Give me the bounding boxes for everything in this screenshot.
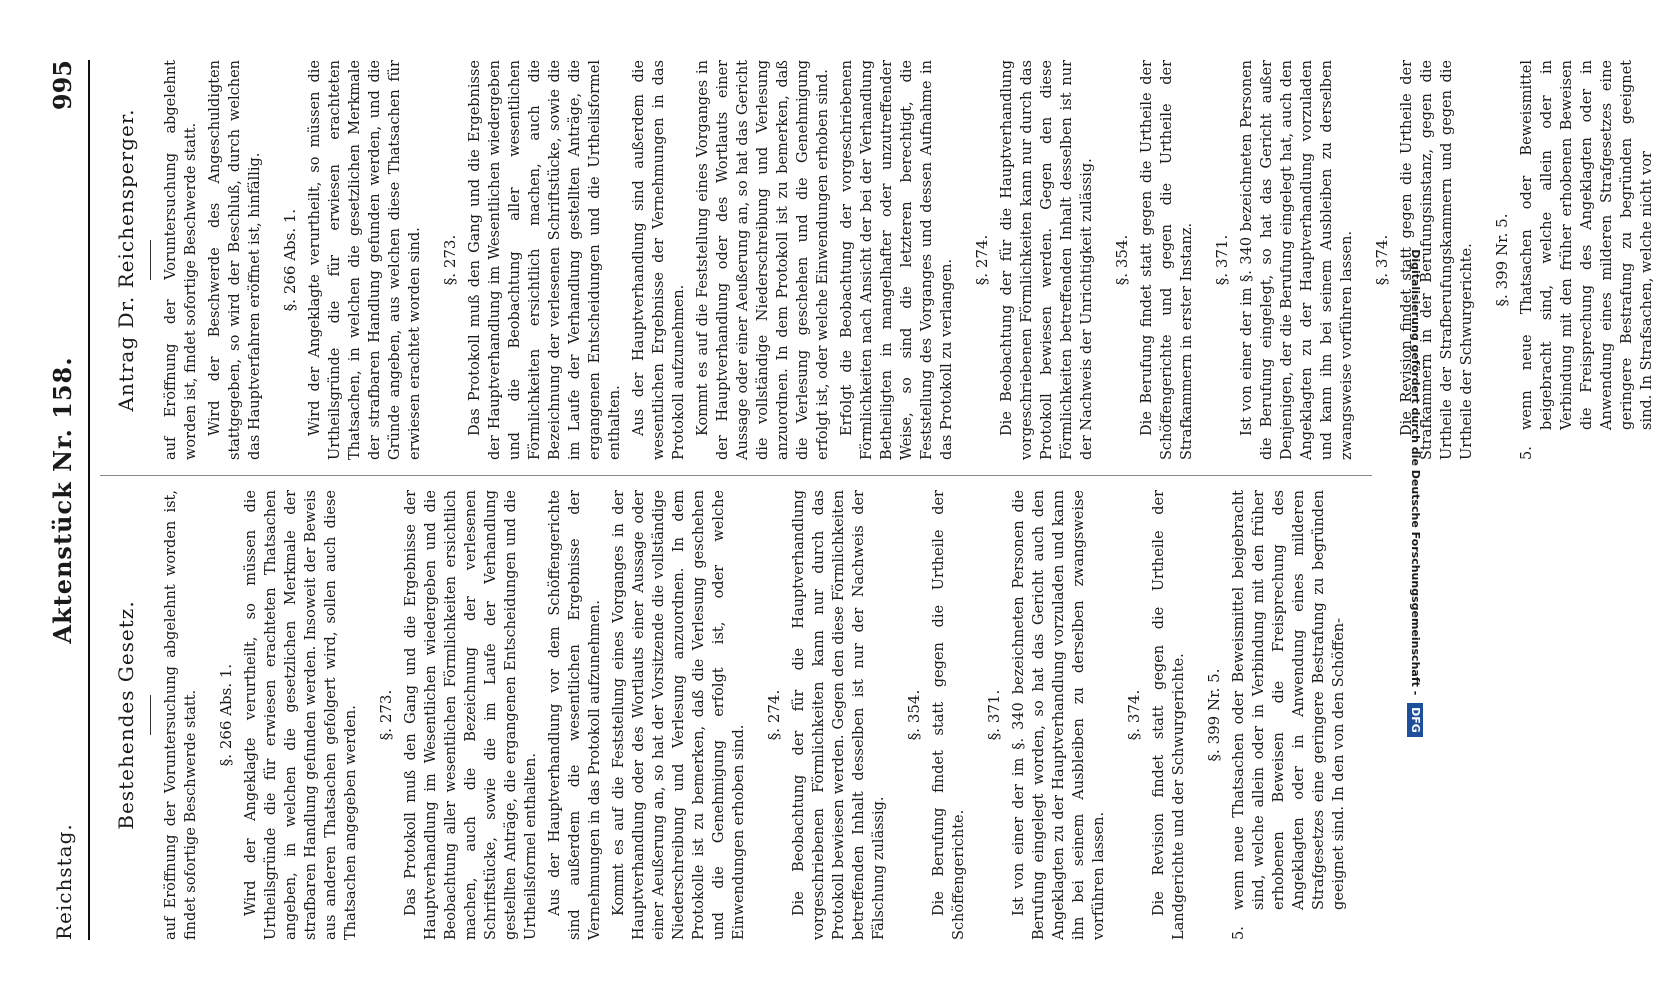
right-section-paragraph: Die Revision findet statt gegen die Urtheile der Strafkammern in der Berufungsinstanz, gegen die Urtheile der Strafberufungskammern und gegen die Urtheile der Schwurgerichte. bbox=[1399, 60, 1475, 460]
right-intro-paragraph: auf Eröffnung der Voruntersuchung abgelehnt worden ist, findet sofortige Beschwerde statt. bbox=[163, 60, 199, 460]
right-section-title: §. 374. bbox=[1373, 234, 1391, 286]
right-section-title: §. 274. bbox=[973, 234, 991, 286]
left-section-title: §. 371. bbox=[985, 689, 1003, 741]
right-numbered-item bbox=[1517, 60, 1657, 460]
item-number: 5. bbox=[1231, 926, 1247, 940]
right-section-title: §. 399 Nr. 5. bbox=[1493, 213, 1511, 307]
left-section-paragraph: Kommt es auf die Feststellung eines Vorganges in der Hauptverhandlung oder des Wortlauts einer Aussage oder einer Aeußerung an, so hat der Vorsitzende die vollständige Niederschreibung und Verlesung anzuordnen. In dem Protokolle ist zu bemerken, daß die Verlesung geschehen und die Genehmigung erfolgt ist, oder welche Einwendungen erhoben sind. bbox=[611, 490, 747, 940]
left-section-paragraph: Die Revision findet statt gegen die Urtheile der Landgerichte und der Schwurgerichte. bbox=[1151, 490, 1187, 940]
left-column-heading: Bestehendes Gesetz. bbox=[114, 600, 138, 830]
left-section-title: §. 374. bbox=[1125, 689, 1143, 741]
right-column-heading: Antrag Dr. Reichensperger. bbox=[114, 108, 138, 412]
right-section-title: §. 266 Abs. 1. bbox=[281, 208, 299, 312]
right-section-paragraph: Die Beobachtung der für die Hauptverhandlung vorgeschriebenen Förmlichkeiten kann nur durch das Protokoll bewiesen werden. Gegen den diese Förmlichkeiten betreffenden Inhalt desselben ist nur der Nachweis der Unrichtigkeit zulässig. bbox=[999, 60, 1095, 460]
header-reichstag: Reichstag. bbox=[52, 823, 76, 940]
left-section-paragraph: Ist von einer der im §. 340 bezeichneten Personen die Berufung eingelegt worden, so hat das Gericht auch den Angeklagten zu der Hauptverhandlung vorzuladen und kann ihn bei seinem Ausbleiben zu derselben zwangsweise vorführen lassen. bbox=[1011, 490, 1107, 940]
right-section-paragraph: Erfolgt die Beobachtung der vorgeschriebenen Förmlichkeiten nach Ansicht der bei der Verhandlung Betheiligten in mangelhafter oder unzutreffender Weise, so sind die letzteren berechtigt, die Feststellung des Vorganges und dessen Aufnahme in das Protokoll zu verlangen. bbox=[839, 60, 955, 460]
left-section-paragraph: Die Beobachtung der für die Hauptverhandlung vorgeschriebenen Förmlichkeiten kann nur durch das Protokoll bewiesen werden. Gegen den diese Förmlichkeiten betreffenden Inhalt desselben ist nur der Nachweis der Fälschung zulässig. bbox=[791, 490, 887, 940]
left-numbered-item bbox=[1229, 490, 1349, 940]
left-section-title: §. 354. bbox=[905, 689, 923, 741]
right-section-title: §. 273. bbox=[441, 234, 459, 286]
right-section-title: §. 371. bbox=[1213, 234, 1231, 286]
digitization-note-text: Digitalisierung gefördert durch die Deutsche Forschungsgemeinschaft - bbox=[1409, 249, 1422, 696]
left-intro-paragraph: auf Eröffnung der Voruntersuchung abgelehnt worden ist, findet sofortige Beschwerde statt. bbox=[163, 490, 199, 940]
left-section-paragraph: Die Berufung findet statt gegen die Urtheile der Schöffengerichte. bbox=[931, 490, 967, 940]
right-section-paragraph: Aus der Hauptverhandlung sind außerdem die wesentlichen Ergebnisse der Vernehmungen in das Protokoll aufzunehmen. bbox=[631, 60, 687, 460]
item-number: 5. bbox=[1519, 446, 1535, 460]
left-section-paragraph: Das Protokoll muß den Gang und die Ergebnisse der Hauptverhandlung im Wesentlichen wiedergeben und die Beobachtung aller wesentlichen Förmlichkeiten ersichtlich machen, auch die Bezeichnung der verlesenen Schriftstücke, sowie die im Laufe der Verhandlung gestellten Anträge, die ergangenen Entscheidungen und die Urtheilsformel enthalten. bbox=[403, 490, 539, 940]
left-section-title: §. 273. bbox=[377, 689, 395, 741]
heading-rule bbox=[150, 695, 151, 735]
dfg-logo: DFG bbox=[1407, 703, 1423, 737]
header-rule bbox=[88, 60, 90, 940]
left-section-paragraph: Aus der Hauptverhandlung vor dem Schöffengerichte sind außerdem die wesentlichen Ergebnisse der Vernehmungen in das Protokoll aufzunehmen. bbox=[547, 490, 603, 940]
heading-rule bbox=[150, 240, 151, 280]
left-section-title: §. 266 Abs. 1. bbox=[217, 663, 235, 767]
digitization-note bbox=[1404, 8, 1426, 978]
column-divider bbox=[100, 475, 1372, 476]
left-section-title: §. 399 Nr. 5. bbox=[1205, 668, 1223, 762]
page-header bbox=[44, 60, 84, 940]
item-text: wenn neue Thatsachen oder Beweismittel beigebracht sind, welche allein oder in Verbindung mit den früher erhobenen Beweisen die Freisprechung des Angeklagten oder in Anwendung eines milderen Strafgesetzes eine geringere Bestrafung zu begründen geeignet sind. In den von den Schöffen- bbox=[1231, 490, 1347, 910]
left-column-existing-law bbox=[100, 490, 1372, 940]
right-section-title: §. 354. bbox=[1113, 234, 1131, 286]
right-column-amendment bbox=[100, 60, 1655, 460]
left-section-paragraph: Wird der Angeklagte verurtheilt, so müssen die Urtheilsgründe die für erwiesen erachteten Thatsachen angeben, in welchen die gesetzlichen Merkmale der strafbaren Handlung gefunden werden. Insoweit der Beweis aus anderen Thatsachen gefolgert wird, sollen auch diese Thatsachen angegeben werden. bbox=[243, 490, 359, 940]
right-intro-paragraph: Wird der Beschwerde des Angeschuldigten stattgegeben, so wird der Beschluß, durch welchen das Hauptverfahren eröffnet ist, hinfällig. bbox=[207, 60, 263, 460]
item-text: wenn neue Thatsachen oder Beweismittel beigebracht sind, welche allein oder in Verbindung mit den früher erhobenen Beweisen die Freisprechung des Angeklagten oder in Anwendung eines milderen Strafgesetzes eine geringere Bestrafung zu begründen geeignet sind. In Strafsachen, welche nicht vor bbox=[1519, 60, 1655, 430]
right-section-paragraph: Wird der Angeklagte verurtheilt, so müssen die Urtheilsgründe die für erwiesen erachteten Thatsachen, in welchen die gesetzlichen Merkmale der strafbaren Handlung gefunden werden, und die Gründe angeben, aus welchen diese Thatsachen für erwiesen erachtet worden sind. bbox=[307, 60, 423, 460]
header-document-number: Aktenstück Nr. 158. bbox=[48, 356, 77, 644]
right-section-paragraph: Ist von einer der im §. 340 bezeichneten Personen die Berufung eingelegt, so hat das Gericht außer Denjenigen, der die Berufung eingelegt hat, auch den Angeklagten zu der Hauptverhandlung vorzuladen und kann ihn bei seinem Ausbleiben zu derselben zwangsweise vorführen lassen. bbox=[1239, 60, 1355, 460]
right-section-paragraph: Kommt es auf die Feststellung eines Vorganges in der Hauptverhandlung oder des Wortlauts einer Aussage oder einer Aeußerung an, so hat das Gericht die vollständige Niederschreibung und Verlesung anzuordnen. In dem Protokoll ist zu bemerken, daß die Verlesung geschehen und die Genehmigung erfolgt ist, oder welche Einwendungen erhoben sind. bbox=[695, 60, 831, 460]
page-number: 995 bbox=[48, 60, 77, 111]
left-section-title: §. 274. bbox=[765, 689, 783, 741]
right-section-paragraph: Die Berufung findet statt gegen die Urtheile der Schöffengerichte und gegen die Urtheile der Strafkammern in erster Instanz. bbox=[1139, 60, 1195, 460]
right-section-paragraph: Das Protokoll muß den Gang und die Ergebnisse der Hauptverhandlung im Wesentlichen wiedergeben und die Beobachtung aller wesentlichen Förmlichkeiten ersichtlich machen, auch die Bezeichnung der verlesenen Schriftstücke, sowie die im Laufe der Verhandlung gestellten Anträge, die ergangenen Entscheidungen und die Urtheilsformel enthalten. bbox=[467, 60, 623, 460]
